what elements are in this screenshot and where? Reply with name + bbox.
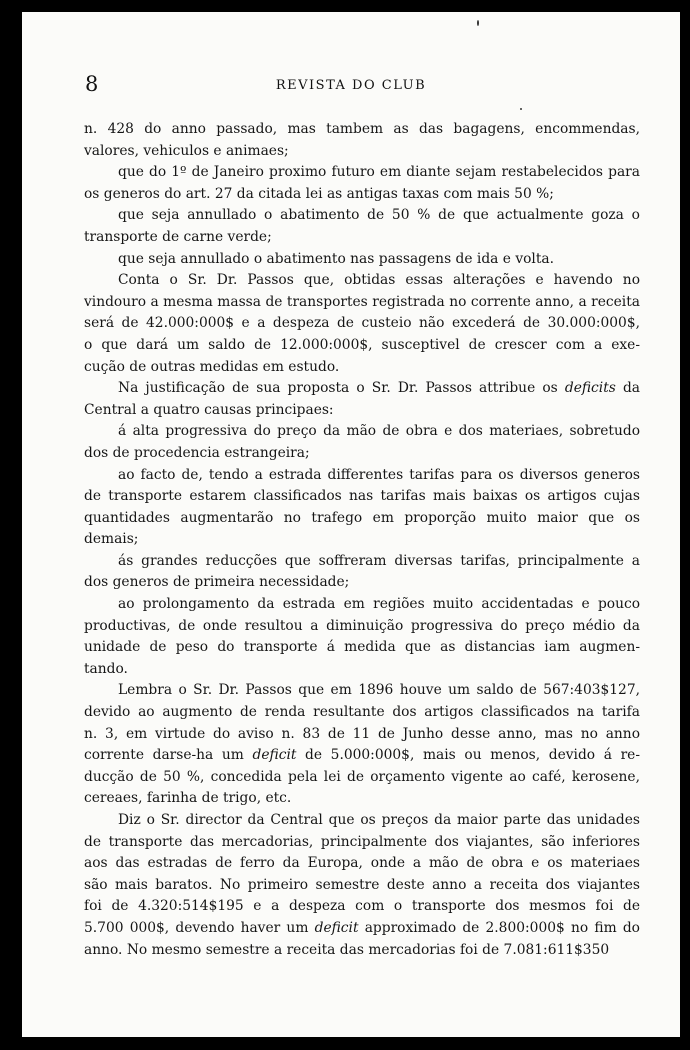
text-line: anno. No mesmo semestre a receita das mercadorias foi de 7.081:611$350 [84,941,610,958]
text-line: que seja annullado o abatimento nas passagens de ida e volta. [118,250,554,267]
scan-speck [477,20,479,26]
text-line: cução de outras medidas em estudo. [84,358,340,375]
text-line: dos generos de primeira necessidade; [84,574,350,591]
text-line: 5.700 000$, devendo haver um deficit approximado de 2.800:000$ no fim do [84,919,640,936]
text-line: valores, vehiculos e animaes; [84,142,289,159]
text-line: que seja annullado o abatimento de 50 % de que actualmente goza o [118,207,640,224]
text-line: n. 3, em virtude do aviso n. 83 de 11 de Junho desse anno, mas no anno [84,725,640,742]
text-line: cereaes, farinha de trigo, etc. [84,790,292,807]
text-line: Central a quatro causas principaes: [84,401,334,418]
scan-speck [520,108,522,110]
page-number: 8 [85,72,99,96]
text-line: que do 1º de Janeiro proximo futuro em diante sejam restabelecidos para [118,164,640,181]
text-line: dos de procedencia estrangeira; [84,444,310,461]
text-line: productivas, de onde resultou a diminuição progressiva do preço médio da [84,617,640,634]
text-line: será de 42.000:000$ e a despeza de custeio não excederá de 30.000:000$, [84,315,640,332]
text-line: Lembra o Sr. Dr. Passos que em 1896 houve um saldo de 567:403$127, [118,682,640,699]
text-line: Diz o Sr. director da Central que os preços da maior parte das unidades [118,812,640,828]
text-line: demais; [84,531,139,548]
text-line: vindouro a mesma massa de transportes registrada no corrente anno, a receita [84,293,640,310]
text-line: foi de 4.320:514$195 e a despeza com o transporte dos mesmos foi de [84,898,640,915]
text-line: devido ao augmento de renda resultante dos artigos classificados na tarifa [84,704,640,721]
text-line: quantidades augmentarão no trafego em proporção muito maior que os [84,509,640,526]
body-text [84,119,640,961]
text-line: tando. [84,660,128,677]
text-line: unidade de peso do transporte á medida que as distancias iam augmen- [84,639,640,656]
text-line: ducção de 50 %, concedida pela lei de orçamento vigente ao café, kerosene, [84,768,640,785]
text-line: transporte de carne verde; [84,228,272,245]
text-line: os generos do art. 27 da citada lei as antigas taxas com mais 50 %; [84,185,554,202]
text-line: corrente darse-ha um deficit de 5.000:000$, mais ou menos, devido á re- [84,747,641,764]
text-line: de transporte das mercadorias, principalmente dos viajantes, são inferiores [84,833,640,850]
text-line: o que dará um saldo de 12.000:000$, susceptivel de crescer com a exe- [84,336,640,353]
running-title: REVISTA DO CLUB [275,78,427,93]
text-line: ás grandes reducções que soffreram diversas tarifas, principalmente a [118,552,640,569]
text-line: aos das estradas de ferro da Europa, onde a mão de obra e os materiaes [84,855,640,872]
scanned-page [22,12,680,1037]
text-line: ao facto de, tendo a estrada differentes tarifas para os diversos generos [118,466,640,483]
text-line: são mais baratos. No primeiro semestre deste anno a receita dos viajantes [84,876,640,893]
text-line: n. 428 do anno passado, mas tambem as das bagagens, encommendas, [84,121,640,137]
page-header [22,72,680,108]
text-line: Na justificação de sua proposta o Sr. Dr. Passos attribue os deficits da [118,380,640,397]
text-line: Conta o Sr. Dr. Passos que, obtidas essas alterações e havendo no [118,272,640,289]
text-line: ao prolongamento da estrada em regiões muito accidentadas e pouco [118,596,640,613]
text-line: de transporte estarem classificados nas tarifas mais baixas os artigos cujas [84,488,640,505]
text-line: á alta progressiva do preço da mão de obra e dos materiaes, sobretudo [118,423,640,440]
